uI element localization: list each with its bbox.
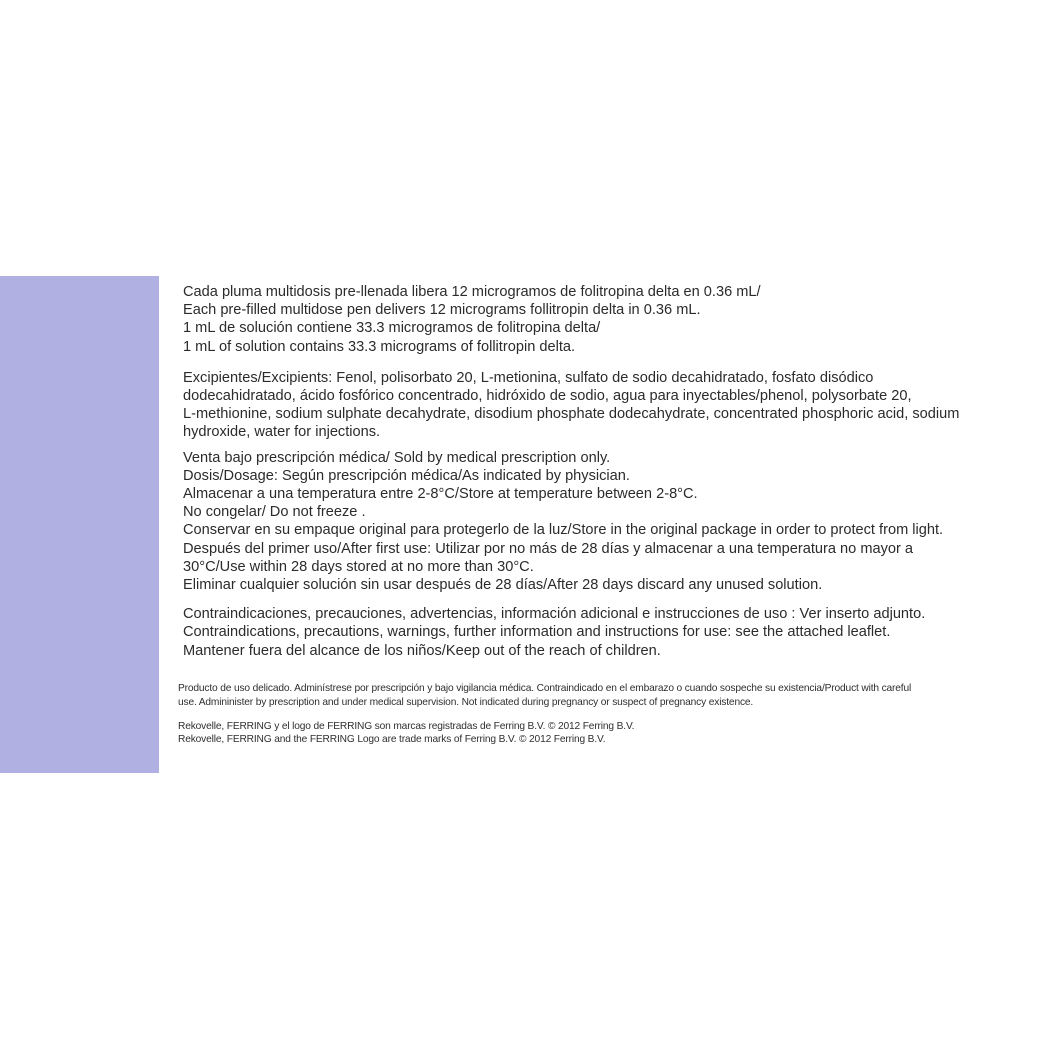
storage-line: Dosis/Dosage: Según prescripción médica/As indicated by physician. (183, 467, 630, 484)
warnings-line: Mantener fuera del alcance de los niños/Keep out of the reach of children. (183, 642, 661, 659)
warnings-block (183, 605, 983, 660)
trademark-notice (178, 720, 978, 748)
fine-print-notice (178, 682, 978, 710)
label-sheet (0, 276, 1050, 773)
storage-line: Después del primer uso/After first use: Utilizar por no más de 28 días y almacenar a una temperatura no mayor a (183, 540, 914, 557)
storage-line: 30°C/Use within 28 days stored at no more than 30°C. (183, 558, 534, 575)
warnings-line: Contraindicaciones, precauciones, advertencias, información adicional e instrucciones de uso : Ver inserto adjunto. (183, 606, 926, 623)
excipients-block (183, 369, 983, 442)
excipients-line: Excipientes/Excipients: Fenol, polisorbato 20, L-metionina, sulfato de sodio decahidratado, fosfato disódico (183, 369, 874, 386)
warnings-line: Contraindications, precautions, warnings, further information and instructions for use: see the attached leaflet. (183, 624, 891, 641)
storage-line: Conservar en su empaque original para protegerlo de la luz/Store in the original package in order to protect from light. (183, 522, 944, 539)
excipients-line: L-methionine, sodium sulphate decahydrate, disodium phosphate dodecahydrate, concentrated phosphoric acid, sodium (183, 406, 960, 423)
composition-line: 1 mL de solución contiene 33.3 microgramos de folitropina delta/ (183, 320, 601, 337)
trademark-line: Rekovelle, FERRING and the FERRING Logo are trade marks of Ferring B.V. © 2012 Ferring B.V. (178, 734, 606, 746)
storage-line: No congelar/ Do not freeze . (183, 504, 366, 521)
excipients-line: dodecahidratado, ácido fosfórico concentrado, hidróxido de sodio, agua para inyectables/phenol, polysorbate 20, (183, 388, 912, 405)
composition-line: Cada pluma multidosis pre-llenada libera 12 microgramos de folitropina delta en 0.36 mL/ (183, 284, 761, 300)
storage-line: Almacenar a una temperatura entre 2-8°C/Store at temperature between 2-8°C. (183, 486, 698, 503)
storage-line: Eliminar cualquier solución sin usar después de 28 días/After 28 days discard any unused solution. (183, 577, 823, 594)
composition-line: 1 mL of solution contains 33.3 micrograms of follitropin delta. (183, 338, 576, 355)
storage-line: Venta bajo prescripción médica/ Sold by medical prescription only. (183, 449, 611, 466)
lavender-side-band (0, 276, 159, 773)
fine-print (178, 682, 978, 747)
excipients-line: hydroxide, water for injections. (183, 424, 381, 441)
composition-block (183, 283, 983, 356)
trademark-line: Rekovelle, FERRING y el logo de FERRING son marcas registradas de Ferring B.V. © 2012 Ferring B.V. (178, 720, 635, 732)
fine-print-line: use. Admininister by prescription and under medical supervision. Not indicated during pregnancy or suspect of pregnancy existence. (178, 696, 754, 708)
composition-line: Each pre-filled multidose pen delivers 12 micrograms follitropin delta in 0.36 mL. (183, 302, 701, 319)
label-main-text (183, 283, 983, 660)
fine-print-line: Producto de uso delicado. Adminístrese por prescripción y bajo vigilancia médica. Contraindicado en el embarazo o cuando sospeche su existencia/Product with careful (178, 683, 912, 694)
storage-block (183, 449, 983, 595)
